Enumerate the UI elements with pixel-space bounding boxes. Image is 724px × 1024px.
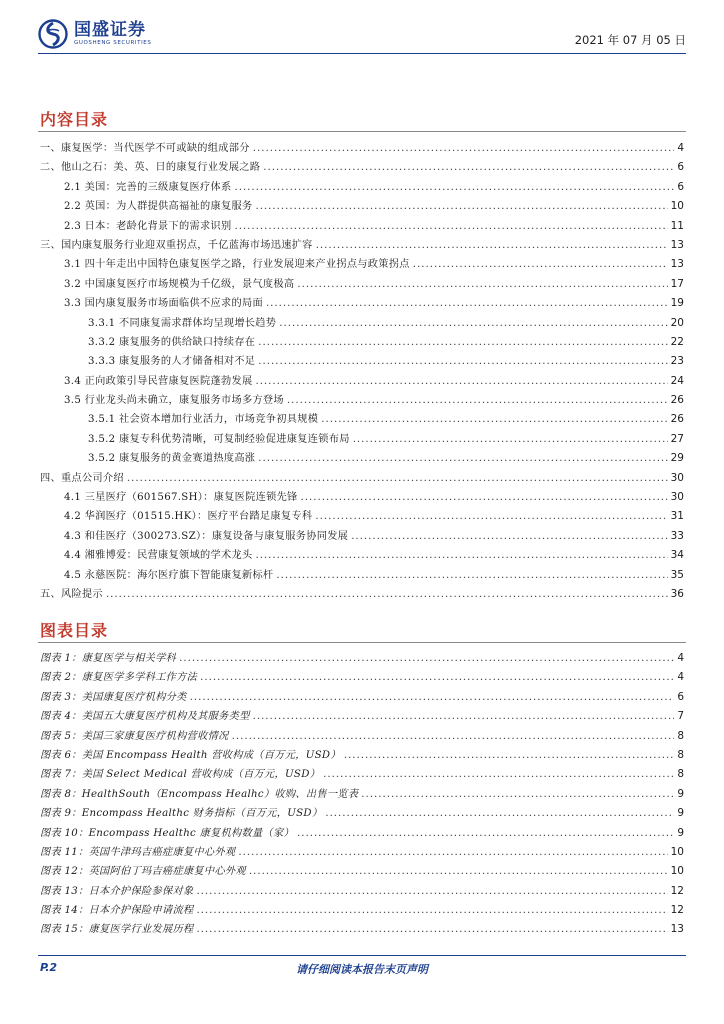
figure-entry[interactable]: 图表 3：美国康复医疗机构分类 ..... 6 [40,688,684,707]
toc-entry[interactable]: 3.5 行业龙头尚未确立，康复服务市场多方登场 ..... 26 [40,391,684,410]
toc-title: 内容目录 [40,110,109,129]
report-date: 2021 年 07 月 05 日 [574,33,686,47]
table-of-contents [40,139,684,604]
toc-entry[interactable]: 3.3.3 康复服务的人才储备相对不足 ..... 23 [40,352,684,371]
figure-entry[interactable]: 图表 7：美国 Select Medical 营收构成（百万元，USD） ..... 8 [40,765,684,784]
logo-english-name: GUOSHENG SECURITIES [74,40,152,46]
page-header [38,18,686,54]
toc-entry[interactable]: 4.3 和佳医疗（300273.SZ）：康复设备与康复服务协同发展 ..... 33 [40,527,684,546]
guosheng-logo-icon [38,19,68,49]
figure-entry[interactable]: 图表 8：HealthSouth（Encompass Healhc）收购、出售一览表 ..... 9 [40,785,684,804]
page-number: P.2 [40,961,58,974]
figure-entry[interactable]: 图表 12：英国阿伯丁玛吉癌症康复中心外观 ..... 10 [40,862,684,881]
toc-entry[interactable]: 三、国内康复服务行业迎双重拐点，千亿蓝海市场迅速扩容 ..... 13 [40,236,684,255]
toc-entry[interactable]: 一、康复医学：当代医学不可或缺的组成部分 ..... 4 [40,139,684,158]
header-divider [38,53,686,54]
figure-entry[interactable]: 图表 15：康复医学行业发展历程 ..... 13 [40,920,684,939]
toc-entry[interactable]: 2.3 日本：老龄化背景下的需求识别 ..... 11 [40,217,684,236]
figure-entry[interactable]: 图表 13：日本介护保险参保对象 ..... 12 [40,882,684,901]
toc-divider [38,131,686,132]
toc-entry[interactable]: 四、重点公司介绍 ..... 30 [40,469,684,488]
toc-entry[interactable]: 3.5.2 康复服务的黄金赛道热度高涨 ..... 29 [40,449,684,468]
toc-entry[interactable]: 4.4 湘雅博爱：民营康复领域的学术龙头 ..... 34 [40,546,684,565]
toc-entry[interactable]: 3.3.1 不同康复需求群体均呈现增长趋势 ..... 20 [40,314,684,333]
toc-entry[interactable]: 五、风险提示 ..... 36 [40,585,684,604]
toc-entry[interactable]: 4.1 三星医疗（601567.SH）：康复医院连锁先锋 ..... 30 [40,488,684,507]
toc-entry[interactable]: 3.3.2 康复服务的供给缺口持续存在 ..... 22 [40,333,684,352]
figure-entry[interactable]: 图表 9：Encompass Healthc 财务指标（百万元，USD） ..... 9 [40,804,684,823]
toc-entry[interactable]: 3.3 国内康复服务市场面临供不应求的局面 ..... 19 [40,294,684,313]
figure-entry[interactable]: 图表 2：康复医学多学科工作方法 ..... 4 [40,668,684,687]
toc-entry[interactable]: 3.2 中国康复医疗市场规模为千亿级，景气度极高 ..... 17 [40,275,684,294]
toc-entry[interactable]: 3.5.1 社会资本增加行业活力，市场竞争初具规模 ..... 26 [40,410,684,429]
toc-entry[interactable]: 3.5.2 康复专科优势清晰，可复制经验促进康复连锁布局 ..... 27 [40,430,684,449]
toc-entry[interactable]: 2.1 美国：完善的三级康复医疗体系 ..... 6 [40,178,684,197]
figure-entry[interactable]: 图表 14：日本介护保险申请流程 ..... 12 [40,901,684,920]
figure-entry[interactable]: 图表 5：美国三家康复医疗机构营收情况 ..... 8 [40,727,684,746]
figure-entry[interactable]: 图表 4：美国五大康复医疗机构及其服务类型 ..... 7 [40,707,684,726]
toc-entry[interactable]: 二、他山之石：美、英、日的康复行业发展之路 ..... 6 [40,158,684,177]
figure-entry[interactable]: 图表 6：美国 Encompass Health 营收构成（百万元，USD） ..... 8 [40,746,684,765]
toc-entry[interactable]: 3.1 四十年走出中国特色康复医学之路，行业发展迎来产业拐点与政策拐点 ..... 13 [40,255,684,274]
list-of-figures [40,649,684,940]
disclaimer-note: 请仔细阅读本报告末页声明 [296,963,428,976]
toc-entry[interactable]: 4.5 永慈医院：海尔医疗旗下智能康复新标杆 ..... 35 [40,566,684,585]
toc-entry[interactable]: 2.2 英国：为人群提供高福祉的康复服务 ..... 10 [40,197,684,216]
figure-entry[interactable]: 图表 1：康复医学与相关学科 ..... 4 [40,649,684,668]
toc-entry[interactable]: 3.4 正向政策引导民营康复医院蓬勃发展 ..... 24 [40,372,684,391]
company-logo [38,18,151,50]
toc-entry[interactable]: 4.2 华润医疗（01515.HK）：医疗平台踏足康复专科 ..... 31 [40,507,684,526]
logo-chinese-name: 国盛证券 [74,20,146,40]
figures-divider [38,642,686,643]
figure-entry[interactable]: 图表 10：Encompass Healthc 康复机构数量（家） ..... 9 [40,824,684,843]
figures-title: 图表目录 [40,621,109,640]
footer-divider [38,955,686,956]
figure-entry[interactable]: 图表 11：英国牛津玛吉癌症康复中心外观 ..... 10 [40,843,684,862]
